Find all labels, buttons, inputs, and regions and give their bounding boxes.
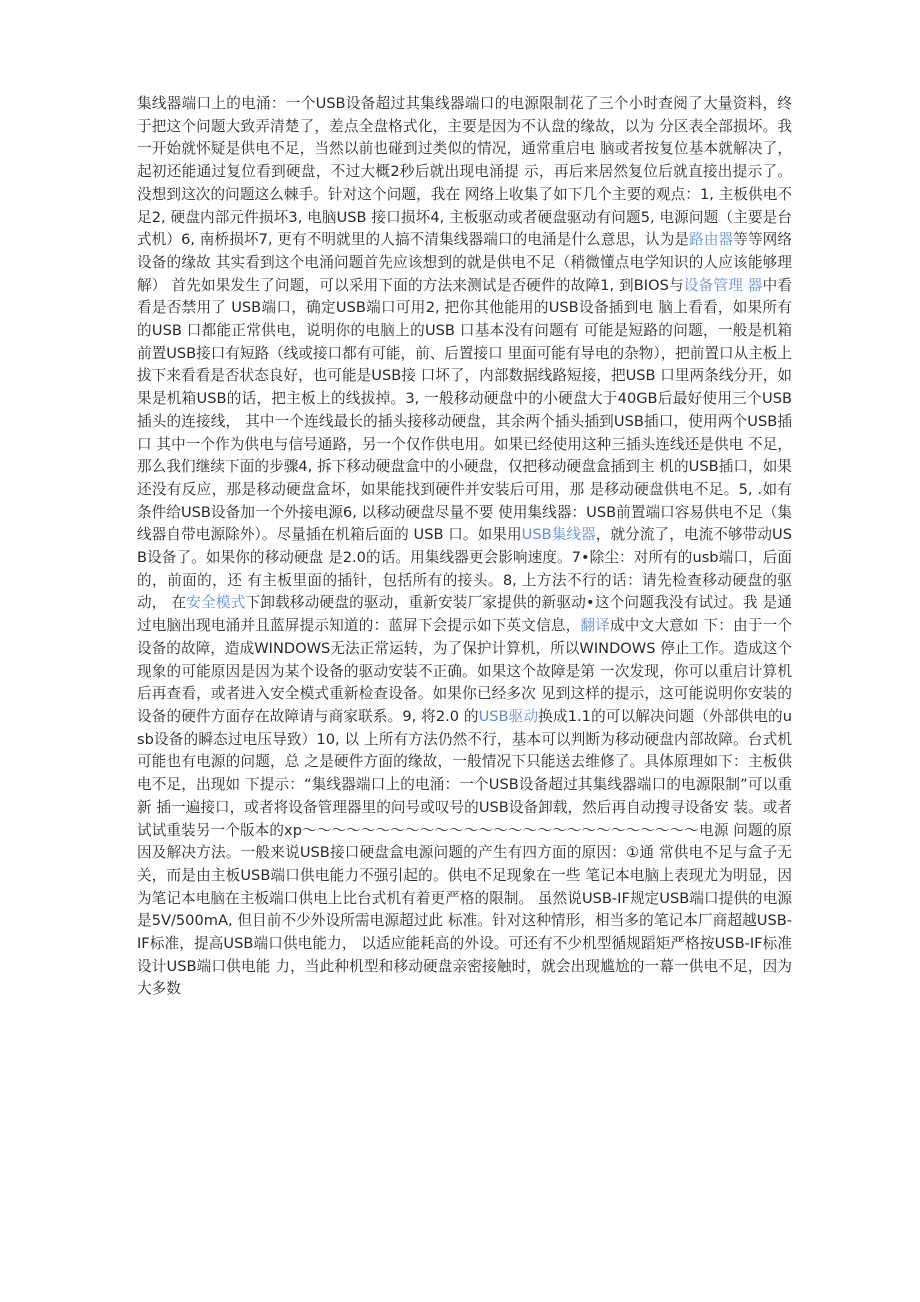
device-manager-link[interactable]: 设备管理 器 xyxy=(683,276,763,294)
usb-driver-link[interactable]: USB驱动 xyxy=(478,707,539,725)
text-run: 成中文大意如 下：由于一个设备的故障，造成WINDOWS无法正常运转，为了保护计算机，所以WINDOWS 停止工作。造成这个现象的可能原因是因为某个设备的驱动安装不正确。如果这个故障是第 一次发现，你可以重启计算机后再查看，或者进入安全模式重新检查设备。如果你已经多次 见到这样的提示，这可能说明你安装的设备的硬件方面存在故障请与商家联系。9, 将2.0 的 xyxy=(137,617,792,725)
text-run: 中看看是否禁用了 USB端口，确定USB端口可用2, 把你其他能用的USB设备插到电 脑上看看，如果所有的USB 口都能正常供电，说明你的电脑上的USB 口基本没有问题有 可能是短路的问题，一般是机箱前置USB接口有短路（线或接口都有可能，前、后置接口 里面可能有导电的杂物），把前置口从主板上拔下来看看是否状态良好，也可能是USB接 口坏了，内部数据线路短接，把USB 口里两条线分开，如果是机箱USB的话，把主板上的线拔掉。3, 一般移动硬盘中的小硬盘大于40GB后最好使用三个USB插头的连接线， 其中一个连线最长的插头接移动硬盘，其余两个插头插到USB插口，使用两个USB插口 其中一个作为供电与信号通路，另一个仅作供电用。如果已经使用这种三插头连线还是供电 不足，那么我们继续下面的步骤4, 拆下移动硬盘盒中的小硬盘，仅把移动硬盘盒插到主 机的USB插口，如果还没有反应，那是移动硬盘盒坏，如果能找到硬件并安装后可用，那 是移动硬盘供电不足。5, .如有条件给USB设备加一个外接电源6, 以移动硬盘尽量不要 使用集线器：USB前置端口容易供电不足（集线器自带电源除外）。尽量插在机箱后面的 USB 口。如果用 xyxy=(137,276,792,544)
translate-link[interactable]: 翻译 xyxy=(580,617,610,635)
text-run: ，就分流了，电流不够带动USB设备了。如果你的移动硬盘 是2.0的话。用集线器更会影响速度。7•除尘：对所有的usb端口，后面的，前面的，还 有主板里面的插针，包括所有的接头。8, 上方法不行的话：请先检查移动硬盘的驱动， 在 xyxy=(137,526,792,612)
text-run: 等等网络设备的缘故 其实看到这个电涌问题首先应该想到的就是供电不足（稍微懂点电学知识的人应该能够理解） 首先如果发生了问题，可以采用下面的方法来测试是否硬件的故障1, 到BIOS与 xyxy=(137,231,792,294)
text-run: 下卸载移动硬盘的驱动，重新安装厂家提供的新驱动•这个问题我没有试过。我 是通过电脑出现电涌并且蓝屏提示知道的：蓝屏下会提示如下英文信息， xyxy=(137,594,792,635)
usb-hub-link[interactable]: USB集线器 xyxy=(521,526,596,544)
text-run: 集线器端口上的电涌：一个USB设备超过其集线器端口的电源限制花了三个小时查阅了大量资料，终于把这个问题大致弄清楚了，差点全盘格式化，主要是因为不认盘的缘故，以为 分区表全部损坏。我一开始就怀疑是供电不足，当然以前也碰到过类似的情况，通常重启电 脑或者按复位基本就解决了，起初还能通过复位看到硬盘，不过大概2秒后就出现电涌提 示，再后来居然复位后就直接出提示了。没想到这次的问题这么棘手。针对这个问题，我在 网络上收集了如下几个主要的观点：1, 主板供电不足2, 硬盘内部元件损坏3, 电脑USB 接口损坏4, 主板驱动或者硬盘驱动有问题5, 电源问题（主要是台式机）6, 南桥损坏7, 更有不明就里的人搞不清集线器端口的电涌是什么意思，认为是 xyxy=(137,95,792,249)
article-paragraph xyxy=(137,93,792,1001)
document-page xyxy=(137,93,792,1001)
safe-mode-link[interactable]: 安全模式 xyxy=(186,594,246,612)
text-run: 换成1.1的可以解决问题（外部供电的usb设备的瞬态过电压导致）10, 以 上所有方法仍然不行，基本可以判断为移动硬盘内部故障。台式机可能也有电源的问题，总 之是硬件方面的缘故，一般情况下只能送去维修了。具体原理如下：主板供电不足，出现如 下提示：“集线器端口上的电涌：一个USB设备超过其集线器端口的电源限制”可以重新 插一遍接口，或者将设备管理器里的问号或叹号的USB设备卸载，然后再自动搜寻设备安 装。或者试试重装另一个版本的xp〜〜〜〜〜〜〜〜〜〜〜〜〜〜〜〜〜〜〜〜〜〜〜〜〜〜〜电源 问题的原因及解决方法。一般来说USB接口硬盘盒电源问题的产生有四方面的原因：①通 常供电不足与盒子无关，而是由主板USB端口供电能力不强引起的。供电不足现象在一些 笔记本电脑上表现尤为明显，因为笔记本电脑在主板端口供电上比台式机有着更严格的限制。 虽然说USB-IF规定USB端口提供的电源是5V/500mA, 但目前不少外设所需电源超过此 标准。针对这种情形，相当多的笔记本厂商超越USB-IF标准，提高USB端口供电能力， 以适应能耗高的外设。可还有不少机型循规蹈矩严格按USB-IF标准设计USB端口供电能 力，当此种机型和移动硬盘亲密接触时，就会出现尴尬的一幕一供电不足，因为大多数 xyxy=(137,707,792,998)
router-link[interactable]: 路由器 xyxy=(689,231,734,249)
